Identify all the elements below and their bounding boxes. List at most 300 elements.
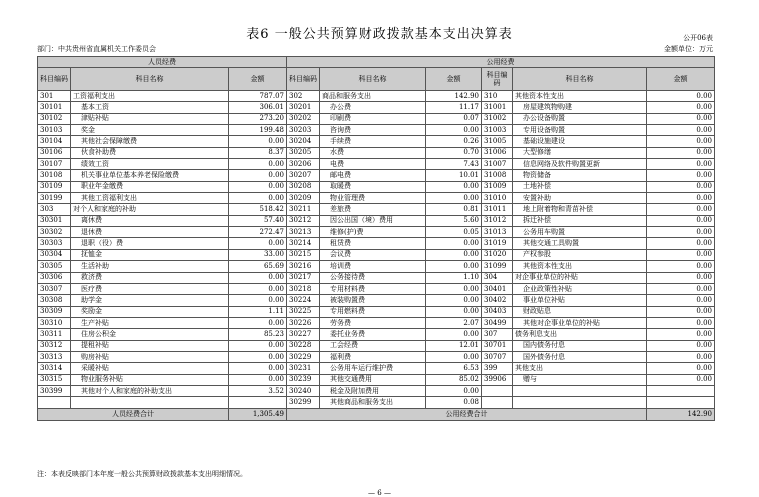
item-name: 地上附着物和青苗补偿 — [513, 204, 647, 215]
table-row — [38, 193, 715, 204]
item-amount — [229, 397, 287, 408]
item-code: 30701 — [482, 340, 513, 351]
item-amount: 33.00 — [229, 249, 287, 260]
item-code: 30229 — [287, 351, 320, 362]
table-row — [38, 125, 715, 136]
item-amount: 0.70 — [426, 147, 482, 158]
item-code: 31005 — [482, 136, 513, 147]
item-amount: 0.00 — [647, 261, 715, 272]
item-amount: 0.00 — [426, 193, 482, 204]
item-amount: 57.40 — [229, 215, 287, 226]
item-name: 其他对企事业单位的补贴 — [513, 317, 647, 328]
item-amount: 0.00 — [647, 125, 715, 136]
item-name: 办公费 — [320, 102, 426, 113]
item-amount: 142.90 — [426, 91, 482, 102]
item-code — [482, 385, 513, 396]
table-title: 表6 一般公共预算财政拨款基本支出决算表 — [246, 27, 513, 42]
item-name: 委托业务费 — [320, 329, 426, 340]
item-name: 退休费 — [71, 227, 229, 238]
table-row — [38, 102, 715, 113]
item-amount: 0.00 — [229, 363, 287, 374]
item-name: 企业政策性补贴 — [513, 283, 647, 294]
item-name — [71, 397, 229, 408]
item-name: 公务用车运行维护费 — [320, 363, 426, 374]
table-row — [38, 249, 715, 260]
item-code: 30213 — [287, 227, 320, 238]
item-code: 30240 — [287, 385, 320, 396]
item-code: 30217 — [287, 272, 320, 283]
item-code: 30228 — [287, 340, 320, 351]
table-row — [38, 283, 715, 294]
item-code: 30307 — [38, 283, 71, 294]
item-name: 医疗费 — [71, 283, 229, 294]
item-amount: 0.00 — [229, 283, 287, 294]
item-code: 30707 — [482, 351, 513, 362]
item-code: 30402 — [482, 295, 513, 306]
item-amount: 0.00 — [229, 317, 287, 328]
item-amount: 0.00 — [426, 238, 482, 249]
form-code: 公开06表 — [683, 34, 713, 42]
item-amount: 0.81 — [426, 204, 482, 215]
table-row — [38, 363, 715, 374]
table-row — [38, 159, 715, 170]
item-code: 30109 — [38, 181, 71, 192]
item-name: 办公设备购置 — [513, 113, 647, 124]
item-amount: 0.00 — [426, 283, 482, 294]
item-name: 抚恤金 — [71, 249, 229, 260]
item-amount: 0.00 — [647, 102, 715, 113]
item-name: 拆迁补偿 — [513, 215, 647, 226]
item-code: 30403 — [482, 306, 513, 317]
table-row — [38, 295, 715, 306]
item-amount: 0.00 — [647, 159, 715, 170]
item-code: 31099 — [482, 261, 513, 272]
header-code: 科目编码 — [287, 68, 320, 91]
table-row — [38, 374, 715, 385]
item-amount: 10.01 — [426, 170, 482, 181]
item-amount: 0.00 — [426, 249, 482, 260]
item-name: 专用设备购置 — [513, 125, 647, 136]
section-personnel: 人员经费 — [38, 57, 287, 68]
table-row — [38, 351, 715, 362]
item-code: 30215 — [287, 249, 320, 260]
item-amount: 85.23 — [229, 329, 287, 340]
item-code: 31011 — [482, 204, 513, 215]
item-code: 31013 — [482, 227, 513, 238]
table-row — [38, 238, 715, 249]
item-name: 对企事业单位的补贴 — [513, 272, 647, 283]
item-amount: 0.00 — [647, 193, 715, 204]
item-name: 提租补贴 — [71, 340, 229, 351]
item-code: 30201 — [287, 102, 320, 113]
item-code: 31008 — [482, 170, 513, 181]
item-amount: 6.53 — [426, 363, 482, 374]
item-code: 31020 — [482, 249, 513, 260]
item-name — [513, 385, 647, 396]
item-code: 30225 — [287, 306, 320, 317]
item-code: 30107 — [38, 159, 71, 170]
item-code: 30102 — [38, 113, 71, 124]
item-name: 其他交通费用 — [320, 374, 426, 385]
item-name: 工资福利支出 — [71, 91, 229, 102]
item-amount: 0.07 — [426, 113, 482, 124]
item-amount: 0.00 — [647, 363, 715, 374]
item-code: 31010 — [482, 193, 513, 204]
item-amount: 0.00 — [647, 238, 715, 249]
item-code: 30106 — [38, 147, 71, 158]
item-code: 30199 — [38, 193, 71, 204]
item-amount: 0.00 — [647, 181, 715, 192]
item-name: 商品和服务支出 — [320, 91, 426, 102]
item-code: 30239 — [287, 374, 320, 385]
item-amount: 0.00 — [426, 351, 482, 362]
item-code: 301 — [38, 91, 71, 102]
item-amount: 0.00 — [426, 329, 482, 340]
header-amount: 金额 — [229, 68, 287, 91]
item-amount: 0.00 — [426, 306, 482, 317]
item-name: 咨询费 — [320, 125, 426, 136]
table-row — [38, 113, 715, 124]
item-code: 30205 — [287, 147, 320, 158]
item-name: 因公出国（境）费用 — [320, 215, 426, 226]
item-amount: 0.00 — [229, 170, 287, 181]
section-public: 公用经费 — [287, 57, 715, 68]
item-name: 被装购置费 — [320, 295, 426, 306]
item-name: 租赁费 — [320, 238, 426, 249]
page-number: — 6 — — [368, 489, 391, 497]
item-name: 津贴补贴 — [71, 113, 229, 124]
item-amount: 0.00 — [229, 340, 287, 351]
item-name: 离休费 — [71, 215, 229, 226]
department-label: 部门：中共贵州省直属机关工作委员会 — [37, 45, 156, 53]
item-code: 30214 — [287, 238, 320, 249]
item-code: 30308 — [38, 295, 71, 306]
item-name: 培训费 — [320, 261, 426, 272]
item-code: 39906 — [482, 374, 513, 385]
table-row — [38, 204, 715, 215]
item-amount: 65.69 — [229, 261, 287, 272]
item-name: 国外债务付息 — [513, 351, 647, 362]
item-name: 基础设施建设 — [513, 136, 647, 147]
item-amount: 8.37 — [229, 147, 287, 158]
item-name — [513, 397, 647, 408]
item-amount: 11.17 — [426, 102, 482, 113]
item-code: 31003 — [482, 125, 513, 136]
item-amount: 2.07 — [426, 317, 482, 328]
item-code: 304 — [482, 272, 513, 283]
item-code: 30310 — [38, 317, 71, 328]
item-code: 30399 — [38, 385, 71, 396]
item-amount: 0.00 — [647, 283, 715, 294]
item-name: 会议费 — [320, 249, 426, 260]
public-total-value: 142.90 — [647, 408, 715, 420]
header-name: 科目名称 — [320, 68, 426, 91]
item-amount: 0.00 — [647, 113, 715, 124]
item-code: 31001 — [482, 102, 513, 113]
item-amount: 0.00 — [647, 340, 715, 351]
item-name: 其他支出 — [513, 363, 647, 374]
table-row — [38, 227, 715, 238]
item-code: 30315 — [38, 374, 71, 385]
item-code: 30304 — [38, 249, 71, 260]
table-row — [38, 329, 715, 340]
header-name: 科目名称 — [513, 68, 647, 91]
item-name: 其他资本性支出 — [513, 261, 647, 272]
item-code: 30299 — [287, 397, 320, 408]
item-name: 其他交通工具购置 — [513, 238, 647, 249]
item-amount: 0.00 — [647, 91, 715, 102]
item-code: 399 — [482, 363, 513, 374]
item-name: 手续费 — [320, 136, 426, 147]
item-amount: 0.00 — [647, 351, 715, 362]
item-name: 取暖费 — [320, 181, 426, 192]
item-amount: 0.00 — [647, 329, 715, 340]
item-amount: 0.05 — [426, 227, 482, 238]
table-row — [38, 397, 715, 408]
item-amount: 0.00 — [229, 193, 287, 204]
item-amount: 272.47 — [229, 227, 287, 238]
item-code: 30302 — [38, 227, 71, 238]
item-amount: 0.00 — [426, 385, 482, 396]
item-code: 30209 — [287, 193, 320, 204]
item-amount: 0.26 — [426, 136, 482, 147]
item-amount: 0.00 — [647, 170, 715, 181]
table-row — [38, 385, 715, 396]
item-code: 30108 — [38, 170, 71, 181]
item-name: 生活补助 — [71, 261, 229, 272]
header-code: 科目编码 — [482, 68, 513, 91]
item-amount: 0.00 — [647, 317, 715, 328]
item-code: 30303 — [38, 238, 71, 249]
table-row — [38, 170, 715, 181]
item-name: 财政贴息 — [513, 306, 647, 317]
item-amount: 0.00 — [647, 249, 715, 260]
item-amount: 0.08 — [426, 397, 482, 408]
item-amount — [647, 397, 715, 408]
item-code — [38, 397, 71, 408]
amount-unit: 金额单位：万元 — [664, 45, 713, 53]
item-amount: 12.01 — [426, 340, 482, 351]
item-amount: 7.43 — [426, 159, 482, 170]
item-amount: 0.00 — [229, 295, 287, 306]
item-name: 事业单位补贴 — [513, 295, 647, 306]
item-name: 救济费 — [71, 272, 229, 283]
item-name: 奖励金 — [71, 306, 229, 317]
item-amount: 0.00 — [426, 295, 482, 306]
item-code: 30211 — [287, 204, 320, 215]
table-row — [38, 136, 715, 147]
item-name: 维修(护)费 — [320, 227, 426, 238]
item-code: 30103 — [38, 125, 71, 136]
item-name: 退职（役）费 — [71, 238, 229, 249]
item-code: 302 — [287, 91, 320, 102]
item-amount: 0.00 — [426, 125, 482, 136]
item-code: 30104 — [38, 136, 71, 147]
item-name: 工会经费 — [320, 340, 426, 351]
item-name: 专用燃料费 — [320, 306, 426, 317]
item-amount: 0.00 — [647, 136, 715, 147]
expenditure-table — [37, 56, 715, 421]
item-name: 其他商品和服务支出 — [320, 397, 426, 408]
item-code: 30203 — [287, 125, 320, 136]
table-row — [38, 306, 715, 317]
item-name: 公务接待费 — [320, 272, 426, 283]
item-code: 31012 — [482, 215, 513, 226]
item-name: 基本工资 — [71, 102, 229, 113]
item-name: 差旅费 — [320, 204, 426, 215]
item-name: 产权参股 — [513, 249, 647, 260]
item-amount — [647, 385, 715, 396]
table-row — [38, 261, 715, 272]
item-name: 物业管理费 — [320, 193, 426, 204]
item-code: 30101 — [38, 102, 71, 113]
item-amount: 0.00 — [647, 306, 715, 317]
item-amount: 0.00 — [229, 181, 287, 192]
item-code: 30313 — [38, 351, 71, 362]
item-name: 电费 — [320, 159, 426, 170]
item-name: 房屋建筑物购建 — [513, 102, 647, 113]
item-name: 公务用车购置 — [513, 227, 647, 238]
item-amount: 0.00 — [229, 159, 287, 170]
item-code: 30499 — [482, 317, 513, 328]
table-row — [38, 215, 715, 226]
item-code: 30314 — [38, 363, 71, 374]
item-code: 31007 — [482, 159, 513, 170]
item-code: 31002 — [482, 113, 513, 124]
item-amount: 0.00 — [229, 272, 287, 283]
item-code: 30204 — [287, 136, 320, 147]
item-code: 31019 — [482, 238, 513, 249]
item-amount: 1.11 — [229, 306, 287, 317]
item-amount: 0.00 — [647, 215, 715, 226]
item-name: 安置补助 — [513, 193, 647, 204]
item-code: 30231 — [287, 363, 320, 374]
item-code: 30227 — [287, 329, 320, 340]
table-note: 注：本表反映部门本年度一般公共预算财政拨款基本支出明细情况。 — [37, 470, 247, 478]
item-code: 30306 — [38, 272, 71, 283]
item-name: 住房公积金 — [71, 329, 229, 340]
item-name: 对个人和家庭的补助 — [71, 204, 229, 215]
table-row — [38, 181, 715, 192]
personnel-total-label: 人员经费合计 — [38, 408, 229, 420]
item-name: 绩效工资 — [71, 159, 229, 170]
item-name: 税金及附加费用 — [320, 385, 426, 396]
item-amount: 0.00 — [229, 136, 287, 147]
item-name: 福利费 — [320, 351, 426, 362]
item-name: 伙食补助费 — [71, 147, 229, 158]
item-code: 30305 — [38, 261, 71, 272]
item-amount: 0.00 — [647, 374, 715, 385]
item-code: 30312 — [38, 340, 71, 351]
item-amount: 273.20 — [229, 113, 287, 124]
item-name: 赠与 — [513, 374, 647, 385]
item-name: 奖金 — [71, 125, 229, 136]
item-name: 机关事业单位基本养老保险缴费 — [71, 170, 229, 181]
item-name: 印刷费 — [320, 113, 426, 124]
item-name: 其他资本性支出 — [513, 91, 647, 102]
item-name: 其他工资福利支出 — [71, 193, 229, 204]
item-code: 30202 — [287, 113, 320, 124]
item-name: 信息网络及软件购置更新 — [513, 159, 647, 170]
item-name: 职业年金缴费 — [71, 181, 229, 192]
personnel-total-value: 1,305.49 — [229, 408, 287, 420]
item-code: 30301 — [38, 215, 71, 226]
item-amount: 0.00 — [647, 204, 715, 215]
item-code: 30226 — [287, 317, 320, 328]
item-name: 债务利息支出 — [513, 329, 647, 340]
header-name: 科目名称 — [71, 68, 229, 91]
item-name: 物业服务补贴 — [71, 374, 229, 385]
item-name: 土地补偿 — [513, 181, 647, 192]
item-amount: 0.00 — [229, 374, 287, 385]
header-amount: 金额 — [426, 68, 482, 91]
item-amount: 0.00 — [229, 238, 287, 249]
item-amount: 0.00 — [229, 351, 287, 362]
item-amount: 306.01 — [229, 102, 287, 113]
header-amount: 金额 — [647, 68, 715, 91]
item-code: 30207 — [287, 170, 320, 181]
item-name: 物资储备 — [513, 170, 647, 181]
item-name: 国内债务付息 — [513, 340, 647, 351]
public-total-label: 公用经费合计 — [287, 408, 647, 420]
table-row — [38, 340, 715, 351]
item-code: 30224 — [287, 295, 320, 306]
item-code: 303 — [38, 204, 71, 215]
item-name: 专用材料费 — [320, 283, 426, 294]
item-code: 31009 — [482, 181, 513, 192]
item-name: 助学金 — [71, 295, 229, 306]
item-code: 307 — [482, 329, 513, 340]
item-name: 劳务费 — [320, 317, 426, 328]
item-amount: 85.02 — [426, 374, 482, 385]
item-code: 30206 — [287, 159, 320, 170]
item-code: 30208 — [287, 181, 320, 192]
item-amount: 518.42 — [229, 204, 287, 215]
item-amount: 0.00 — [647, 227, 715, 238]
item-code: 30401 — [482, 283, 513, 294]
item-code: 310 — [482, 91, 513, 102]
item-name: 邮电费 — [320, 170, 426, 181]
item-name: 其他对个人和家庭的补助支出 — [71, 385, 229, 396]
item-name: 购房补贴 — [71, 351, 229, 362]
table-row — [38, 147, 715, 158]
item-amount: 5.60 — [426, 215, 482, 226]
item-code: 31006 — [482, 147, 513, 158]
item-code: 30216 — [287, 261, 320, 272]
table-row — [38, 317, 715, 328]
item-name: 大型修缮 — [513, 147, 647, 158]
item-name: 采暖补贴 — [71, 363, 229, 374]
item-code: 30218 — [287, 283, 320, 294]
item-code: 30309 — [38, 306, 71, 317]
item-amount: 0.00 — [647, 295, 715, 306]
table-row — [38, 91, 715, 102]
table-row — [38, 272, 715, 283]
item-code — [482, 397, 513, 408]
item-amount: 199.48 — [229, 125, 287, 136]
item-amount: 0.00 — [426, 181, 482, 192]
item-amount: 0.00 — [426, 261, 482, 272]
item-amount: 1.10 — [426, 272, 482, 283]
item-code: 30311 — [38, 329, 71, 340]
item-amount: 0.00 — [647, 147, 715, 158]
item-amount: 787.07 — [229, 91, 287, 102]
item-name: 生产补贴 — [71, 317, 229, 328]
item-name: 其他社会保障缴费 — [71, 136, 229, 147]
item-amount: 3.52 — [229, 385, 287, 396]
item-amount: 0.00 — [647, 272, 715, 283]
item-name: 水费 — [320, 147, 426, 158]
